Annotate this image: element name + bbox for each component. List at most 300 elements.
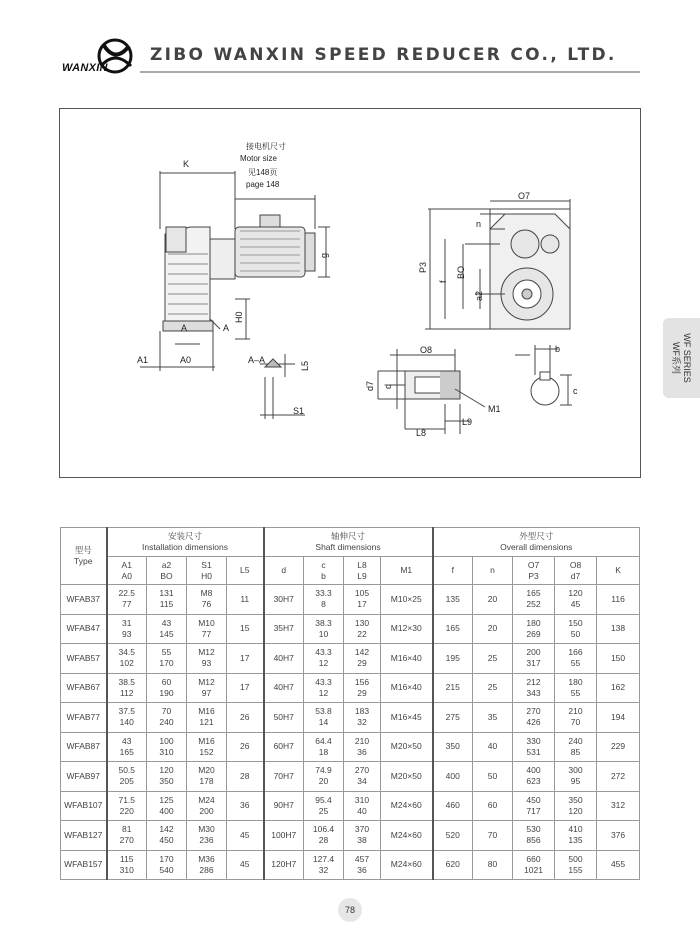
column-subheader-line: O8 (569, 559, 582, 570)
column-subheader (187, 557, 227, 585)
column-subheader-line: H0 (201, 570, 212, 581)
table-cell (107, 821, 147, 851)
table-cell (264, 585, 304, 615)
table-cell-value: 270 (526, 706, 541, 717)
table-cell-value: 30H7 (273, 593, 294, 604)
dimensions-table (60, 527, 640, 880)
table-cell-value: 350 (445, 741, 460, 752)
table-cell-value: 38 (357, 835, 367, 846)
table-cell (107, 644, 147, 674)
table-cell-value: 455 (610, 859, 626, 870)
table-cell (555, 791, 597, 821)
table-cell-value: 520 (445, 829, 460, 840)
label-A-left: A (181, 323, 188, 333)
label-M1: M1 (488, 404, 501, 414)
table-cell-value: 150 (568, 617, 583, 628)
table-cell (381, 821, 433, 851)
table-cell-value: 50 (570, 628, 581, 639)
type-header-cn: 型号 (74, 545, 92, 555)
table-cell (473, 585, 513, 615)
table-cell-value: 717 (526, 805, 541, 816)
table-cell-value: 183 (354, 706, 370, 717)
label-L5: L5 (300, 360, 310, 371)
table-cell (107, 703, 147, 733)
table-cell (344, 791, 381, 821)
table-cell (513, 585, 555, 615)
column-subheader (107, 557, 147, 585)
table-cell-value: 77 (201, 628, 212, 639)
table-cell-value: M16×45 (390, 711, 422, 722)
column-subheader (264, 557, 304, 585)
table-cell (264, 821, 304, 851)
group-header-installation (107, 528, 264, 557)
table-cell-value: 200 (199, 805, 214, 816)
table-row (61, 585, 640, 615)
table-cell-value: 29 (357, 658, 367, 669)
table-cell (473, 850, 513, 880)
table-cell-value: 330 (526, 735, 541, 746)
table-cell-value: 28 (318, 835, 329, 846)
table-cell-value: 190 (159, 687, 174, 698)
table-cell (107, 585, 147, 615)
table-cell-value: 25 (318, 805, 329, 816)
table-cell-value: 60H7 (273, 741, 294, 752)
table-cell-value: 40 (487, 741, 498, 752)
table-cell-value: 8 (321, 599, 326, 610)
table-cell-value: 55 (570, 658, 581, 669)
table-cell (187, 644, 227, 674)
table-cell-value: 312 (610, 800, 626, 811)
table-cell-value: 150 (610, 652, 626, 663)
table-cell (513, 762, 555, 792)
type-header-en: Type (74, 556, 93, 566)
label-O7: O7 (518, 191, 531, 201)
column-subheader-line: L5 (240, 565, 250, 575)
table-cell-value: 310 (354, 794, 370, 805)
table-cell (227, 614, 264, 644)
table-cell-value: 269 (526, 628, 541, 639)
table-cell (597, 585, 640, 615)
column-subheader-line: A0 (121, 570, 132, 581)
table-cell (227, 644, 264, 674)
table-cell-value: 142 (354, 647, 370, 658)
table-cell-value: 11 (240, 593, 250, 604)
table-cell (147, 644, 187, 674)
table-cell-value: 95.4 (315, 794, 332, 805)
table-cell-value: 74.9 (315, 765, 332, 776)
table-cell (433, 585, 473, 615)
type-cell: WFAB107 (61, 791, 107, 821)
table-cell-value: M16 (198, 706, 215, 717)
label-BO: BO (456, 265, 466, 279)
table-row (61, 850, 640, 880)
table-cell-value: 135 (568, 835, 583, 846)
table-cell (187, 821, 227, 851)
table-cell-value: 426 (526, 717, 541, 728)
table-cell-value: 115 (119, 853, 134, 864)
label-K: K (183, 159, 190, 169)
table-cell (264, 673, 304, 703)
table-cell (304, 762, 344, 792)
table-cell-value: 180 (568, 676, 583, 687)
type-cell: WFAB157 (61, 850, 107, 880)
table-cell-value: 15 (240, 623, 250, 634)
table-cell-value: 240 (159, 717, 174, 728)
table-cell-value: 343 (526, 687, 541, 698)
table-cell (381, 850, 433, 880)
table-cell (597, 791, 640, 821)
table-cell-value: M16 (198, 735, 215, 746)
table-row (61, 703, 640, 733)
table-cell-value: 350 (568, 794, 583, 805)
series-side-tab (663, 318, 700, 398)
table-cell-value: 275 (445, 711, 460, 722)
table-cell-value: 97 (201, 687, 212, 698)
label-section-AA: A–A (248, 355, 266, 365)
table-cell (473, 762, 513, 792)
table-cell-value: 120 (568, 588, 583, 599)
table-cell-value: 115 (159, 599, 174, 610)
table-cell (264, 703, 304, 733)
table-cell-value: 12 (318, 658, 329, 669)
table-cell (381, 732, 433, 762)
table-cell (597, 614, 640, 644)
table-cell-value: 43 (161, 617, 172, 628)
table-cell (187, 585, 227, 615)
column-subheader-line: b (321, 570, 326, 581)
table-cell-value: 45 (240, 859, 250, 870)
table-cell (107, 732, 147, 762)
table-cell-value: 220 (119, 805, 134, 816)
table-cell-value: 45 (240, 829, 250, 840)
table-cell-value: 17 (240, 682, 250, 693)
table-cell-value: 12 (318, 687, 329, 698)
table-cell (147, 703, 187, 733)
table-cell (227, 762, 264, 792)
table-cell-value: 140 (119, 717, 134, 728)
table-cell (264, 762, 304, 792)
table-cell-value: 80 (487, 859, 498, 870)
table-cell-value: 210 (568, 706, 583, 717)
table-cell (555, 821, 597, 851)
table-cell (107, 614, 147, 644)
table-row (61, 732, 640, 762)
table-cell-value: 145 (159, 628, 174, 639)
table-cell-value: 53.8 (315, 706, 332, 717)
table-cell (187, 850, 227, 880)
header-rule (140, 71, 640, 73)
table-cell (344, 732, 381, 762)
column-subheader (147, 557, 187, 585)
table-cell-value: 37.5 (118, 706, 136, 717)
table-cell-value: 36 (357, 746, 367, 757)
column-subheader-line: BO (160, 570, 173, 581)
table-cell (304, 703, 344, 733)
table-cell (344, 614, 381, 644)
table-cell-value: 310 (119, 864, 134, 875)
column-subheader-line: d (281, 565, 287, 575)
table-cell-value: M30 (198, 824, 215, 835)
table-cell-value: 500 (568, 853, 583, 864)
column-subheader (513, 557, 555, 585)
table-cell-value: 93 (122, 628, 132, 639)
table-cell-value: 31 (122, 617, 132, 628)
technical-drawing (60, 109, 640, 477)
table-cell (227, 732, 264, 762)
table-cell (344, 673, 381, 703)
table-cell-value: 85 (570, 746, 581, 757)
table-cell-value: 35 (487, 711, 498, 722)
page-number: 78 (338, 898, 362, 922)
table-cell-value: M10 (198, 617, 215, 628)
table-cell-value: 195 (445, 652, 460, 663)
table-cell (264, 732, 304, 762)
table-cell-value: 25 (487, 652, 498, 663)
table-cell-value: 530 (526, 824, 541, 835)
table-cell-value: 36 (240, 800, 250, 811)
table-cell-value: 34.5 (118, 647, 136, 658)
table-cell (473, 644, 513, 674)
table-cell (304, 614, 344, 644)
column-subheader-line: P3 (528, 570, 539, 581)
table-cell-value: 17 (357, 599, 367, 610)
table-cell-value: 77 (122, 599, 132, 610)
table-cell-value: 210 (354, 735, 370, 746)
table-cell-value: 81 (122, 824, 132, 835)
label-L9: L9 (462, 417, 473, 427)
table-cell-value: 43.3 (315, 647, 332, 658)
type-cell: WFAB37 (61, 585, 107, 615)
table-cell (381, 614, 433, 644)
table-cell-value: 457 (354, 853, 370, 864)
table-cell-value: 120 (159, 765, 174, 776)
table-cell (187, 614, 227, 644)
group-header-en: Installation dimensions (142, 542, 228, 552)
column-subheader (473, 557, 513, 585)
label-b: b (555, 344, 561, 354)
table-cell-value: 170 (159, 853, 174, 864)
table-cell (107, 762, 147, 792)
see-page-cn: 见148页 (248, 168, 278, 177)
table-cell (597, 732, 640, 762)
table-cell (147, 585, 187, 615)
table-cell (433, 850, 473, 880)
column-subheader-line: d7 (570, 570, 581, 581)
table-cell (304, 791, 344, 821)
table-cell (344, 850, 381, 880)
table-cell-value: 20 (487, 593, 498, 604)
table-cell (147, 821, 187, 851)
table-cell-value: 60 (161, 676, 172, 687)
table-cell-value: 35H7 (273, 623, 294, 634)
column-subheader-line: n (490, 565, 495, 575)
table-cell-value: 317 (526, 658, 541, 669)
table-cell-value: 18 (318, 746, 329, 757)
table-cell-value: 45 (570, 599, 581, 610)
table-row (61, 791, 640, 821)
table-cell-value: 70 (161, 706, 172, 717)
table-cell (473, 673, 513, 703)
table-cell-value: 252 (526, 599, 541, 610)
column-subheader (597, 557, 640, 585)
table-cell-value: 38.3 (315, 617, 332, 628)
table-cell (473, 703, 513, 733)
table-cell-value: 100 (159, 735, 174, 746)
table-cell-value: 300 (568, 765, 583, 776)
table-cell (304, 585, 344, 615)
table-cell-value: 25 (487, 682, 498, 693)
label-S1: S1 (293, 406, 305, 416)
table-cell-value: 29 (357, 687, 367, 698)
column-subheader-line: A1 (121, 559, 132, 570)
table-cell (344, 644, 381, 674)
table-cell (187, 762, 227, 792)
table-cell (147, 614, 187, 644)
table-cell-value: 623 (526, 776, 541, 787)
table-cell-value: 102 (119, 658, 134, 669)
table-cell (473, 821, 513, 851)
table-cell (513, 614, 555, 644)
type-header (61, 528, 107, 585)
table-cell (147, 673, 187, 703)
group-header-shaft (264, 528, 433, 557)
table-cell-value: 155 (568, 864, 583, 875)
table-cell-value: 40H7 (273, 682, 294, 693)
table-cell-value: 130 (354, 617, 370, 628)
table-cell-value: 400 (526, 765, 541, 776)
type-cell: WFAB47 (61, 614, 107, 644)
column-subheader (227, 557, 264, 585)
table-cell (304, 850, 344, 880)
table-cell-value: 64.4 (315, 735, 332, 746)
table-cell (433, 821, 473, 851)
table-cell (597, 850, 640, 880)
table-cell (381, 762, 433, 792)
table-cell (344, 762, 381, 792)
table-cell-value: 26 (240, 711, 250, 722)
table-cell-value: 370 (354, 824, 370, 835)
group-header-cn: 安装尺寸 (167, 531, 202, 541)
table-cell-value: 540 (159, 864, 174, 875)
table-cell-value: M24×60 (390, 859, 422, 870)
table-cell (107, 791, 147, 821)
table-cell-value: 125 (159, 794, 174, 805)
table-cell (264, 850, 304, 880)
label-O8: O8 (420, 345, 433, 355)
table-cell-value: M16×40 (390, 682, 422, 693)
table-cell-value: 116 (611, 593, 625, 604)
table-cell-value: 40H7 (273, 652, 294, 663)
table-cell (107, 673, 147, 703)
label-a2: a2 (474, 290, 484, 301)
type-cell: WFAB67 (61, 673, 107, 703)
table-cell-value: 76 (201, 599, 212, 610)
table-cell-value: 32 (357, 717, 367, 728)
table-cell (187, 673, 227, 703)
table-cell-value: 350 (159, 776, 174, 787)
column-subheader-row (61, 557, 640, 585)
table-cell-value: 162 (610, 682, 626, 693)
table-cell-value: 14 (318, 717, 329, 728)
table-cell (555, 762, 597, 792)
table-cell-value: 70 (487, 829, 498, 840)
company-name: ZIBO WANXIN SPEED REDUCER CO., LTD. (150, 45, 617, 65)
table-cell-value: 310 (159, 746, 174, 757)
table-cell-value: M12 (198, 647, 215, 658)
table-cell-value: 106.4 (312, 824, 335, 835)
type-cell: WFAB97 (61, 762, 107, 792)
label-f: f (438, 280, 448, 283)
column-subheader-line: a2 (161, 559, 172, 570)
table-cell (227, 821, 264, 851)
column-subheader (381, 557, 433, 585)
table-cell-value: 450 (159, 835, 174, 846)
table-cell (381, 703, 433, 733)
table-cell (264, 614, 304, 644)
table-cell (473, 732, 513, 762)
motor-size-cn: 接电机尺寸 (246, 142, 286, 151)
table-cell (187, 732, 227, 762)
table-cell (555, 673, 597, 703)
table-cell-value: 105 (354, 588, 370, 599)
table-cell (597, 762, 640, 792)
label-A0: A0 (180, 355, 192, 365)
table-cell-value: M12 (198, 676, 215, 687)
table-cell-value: M36 (198, 853, 215, 864)
series-tab-line1: WF SERIES (682, 333, 693, 383)
column-subheader-line: M1 (400, 565, 413, 575)
label-L8: L8 (416, 428, 427, 438)
table-cell (227, 791, 264, 821)
table-cell (264, 644, 304, 674)
table-cell (433, 791, 473, 821)
table-row (61, 821, 640, 851)
table-cell (513, 732, 555, 762)
table-cell-value: 32 (318, 864, 329, 875)
table-cell-value: 50.5 (118, 765, 136, 776)
table-cell-value: 70 (570, 717, 581, 728)
table-cell-value: 50H7 (273, 711, 294, 722)
type-cell: WFAB57 (61, 644, 107, 674)
table-cell-value: 131 (159, 588, 174, 599)
table-cell-value: M24×60 (390, 829, 422, 840)
table-cell-value: M20 (198, 765, 215, 776)
column-subheader-line: O7 (527, 559, 540, 570)
table-row (61, 644, 640, 674)
table-cell (147, 762, 187, 792)
table-cell (433, 614, 473, 644)
table-cell-value: 200 (526, 647, 541, 658)
table-cell (381, 673, 433, 703)
column-subheader-line: L8 (357, 559, 367, 570)
technical-drawing-frame (59, 108, 641, 478)
table-cell (433, 762, 473, 792)
table-cell-value: 60 (487, 800, 498, 811)
table-cell-value: 34 (357, 776, 367, 787)
table-cell (555, 732, 597, 762)
table-cell-value: 142 (159, 824, 174, 835)
table-body (61, 585, 640, 880)
group-header-overall (433, 528, 640, 557)
table-cell-value: M8 (200, 588, 213, 599)
table-cell-value: 26 (240, 741, 250, 752)
table-cell-value: 215 (445, 682, 460, 693)
table-cell-value: M24×60 (390, 800, 422, 811)
table-cell-value: 194 (610, 711, 626, 722)
table-cell (344, 703, 381, 733)
table-cell-value: 240 (568, 735, 583, 746)
group-header-en: Overall dimensions (500, 542, 573, 552)
